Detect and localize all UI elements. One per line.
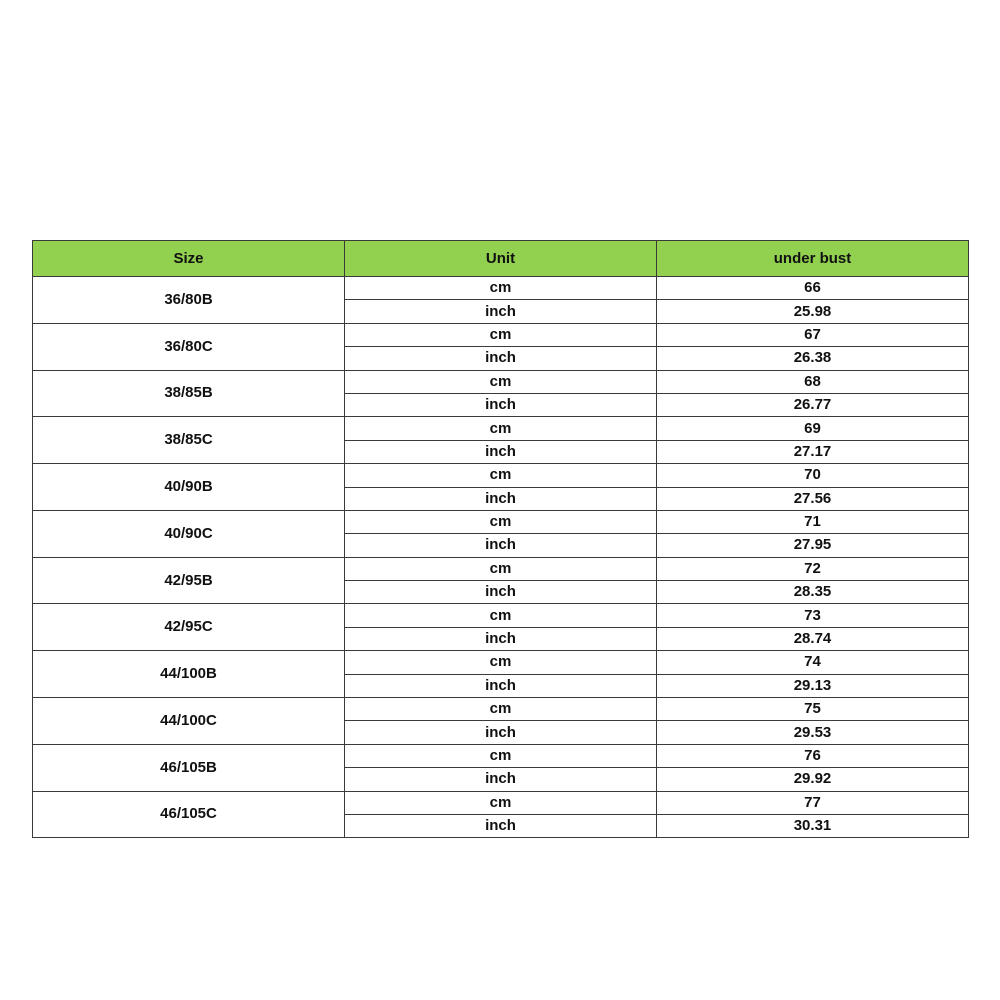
unit-cell-cm: cm <box>345 370 657 393</box>
under-bust-cm-value: 72 <box>657 557 969 580</box>
unit-cell-cm: cm <box>345 791 657 814</box>
table-row <box>33 604 969 627</box>
unit-cell-inch: inch <box>345 721 657 744</box>
header-size: Size <box>33 241 345 277</box>
size-cell: 40/90B <box>33 464 345 511</box>
under-bust-inch-value: 29.53 <box>657 721 969 744</box>
unit-cell-cm: cm <box>345 510 657 533</box>
table-row <box>33 417 969 440</box>
unit-cell-inch: inch <box>345 627 657 650</box>
unit-cell-cm: cm <box>345 464 657 487</box>
size-cell: 36/80C <box>33 323 345 370</box>
under-bust-inch-value: 28.35 <box>657 581 969 604</box>
table-row <box>33 370 969 393</box>
under-bust-cm-value: 66 <box>657 277 969 300</box>
size-cell: 42/95C <box>33 604 345 651</box>
under-bust-inch-value: 29.92 <box>657 768 969 791</box>
size-cell: 36/80B <box>33 277 345 324</box>
unit-cell-cm: cm <box>345 277 657 300</box>
unit-cell-cm: cm <box>345 323 657 346</box>
under-bust-cm-value: 74 <box>657 651 969 674</box>
unit-cell-cm: cm <box>345 651 657 674</box>
unit-cell-inch: inch <box>345 393 657 416</box>
under-bust-inch-value: 28.74 <box>657 627 969 650</box>
under-bust-cm-value: 75 <box>657 698 969 721</box>
table-row <box>33 510 969 533</box>
table-row <box>33 791 969 814</box>
table-row <box>33 464 969 487</box>
size-cell: 42/95B <box>33 557 345 604</box>
size-cell: 44/100C <box>33 698 345 745</box>
under-bust-cm-value: 67 <box>657 323 969 346</box>
unit-cell-inch: inch <box>345 347 657 370</box>
unit-cell-cm: cm <box>345 557 657 580</box>
size-cell: 40/90C <box>33 510 345 557</box>
unit-cell-cm: cm <box>345 698 657 721</box>
unit-cell-inch: inch <box>345 581 657 604</box>
under-bust-inch-value: 29.13 <box>657 674 969 697</box>
under-bust-cm-value: 69 <box>657 417 969 440</box>
table-row <box>33 651 969 674</box>
size-cell: 46/105B <box>33 744 345 791</box>
header-under-bust: under bust <box>657 241 969 277</box>
size-cell: 46/105C <box>33 791 345 838</box>
table-row <box>33 557 969 580</box>
under-bust-cm-value: 71 <box>657 510 969 533</box>
under-bust-inch-value: 27.56 <box>657 487 969 510</box>
under-bust-cm-value: 68 <box>657 370 969 393</box>
table-body <box>33 277 969 838</box>
unit-cell-inch: inch <box>345 300 657 323</box>
size-cell: 38/85B <box>33 370 345 417</box>
table-row <box>33 698 969 721</box>
under-bust-cm-value: 70 <box>657 464 969 487</box>
unit-cell-inch: inch <box>345 534 657 557</box>
under-bust-cm-value: 76 <box>657 744 969 767</box>
under-bust-inch-value: 26.38 <box>657 347 969 370</box>
unit-cell-cm: cm <box>345 417 657 440</box>
unit-cell-inch: inch <box>345 440 657 463</box>
under-bust-inch-value: 26.77 <box>657 393 969 416</box>
under-bust-inch-value: 25.98 <box>657 300 969 323</box>
unit-cell-cm: cm <box>345 604 657 627</box>
under-bust-inch-value: 27.17 <box>657 440 969 463</box>
under-bust-cm-value: 77 <box>657 791 969 814</box>
header-unit: Unit <box>345 241 657 277</box>
size-cell: 38/85C <box>33 417 345 464</box>
under-bust-inch-value: 30.31 <box>657 814 969 837</box>
header-row <box>33 241 969 277</box>
size-chart-table <box>32 240 969 838</box>
unit-cell-inch: inch <box>345 674 657 697</box>
size-cell: 44/100B <box>33 651 345 698</box>
unit-cell-inch: inch <box>345 487 657 510</box>
unit-cell-cm: cm <box>345 744 657 767</box>
table-header <box>33 241 969 277</box>
under-bust-inch-value: 27.95 <box>657 534 969 557</box>
table-row <box>33 323 969 346</box>
unit-cell-inch: inch <box>345 768 657 791</box>
table-row <box>33 277 969 300</box>
table-row <box>33 744 969 767</box>
unit-cell-inch: inch <box>345 814 657 837</box>
under-bust-cm-value: 73 <box>657 604 969 627</box>
